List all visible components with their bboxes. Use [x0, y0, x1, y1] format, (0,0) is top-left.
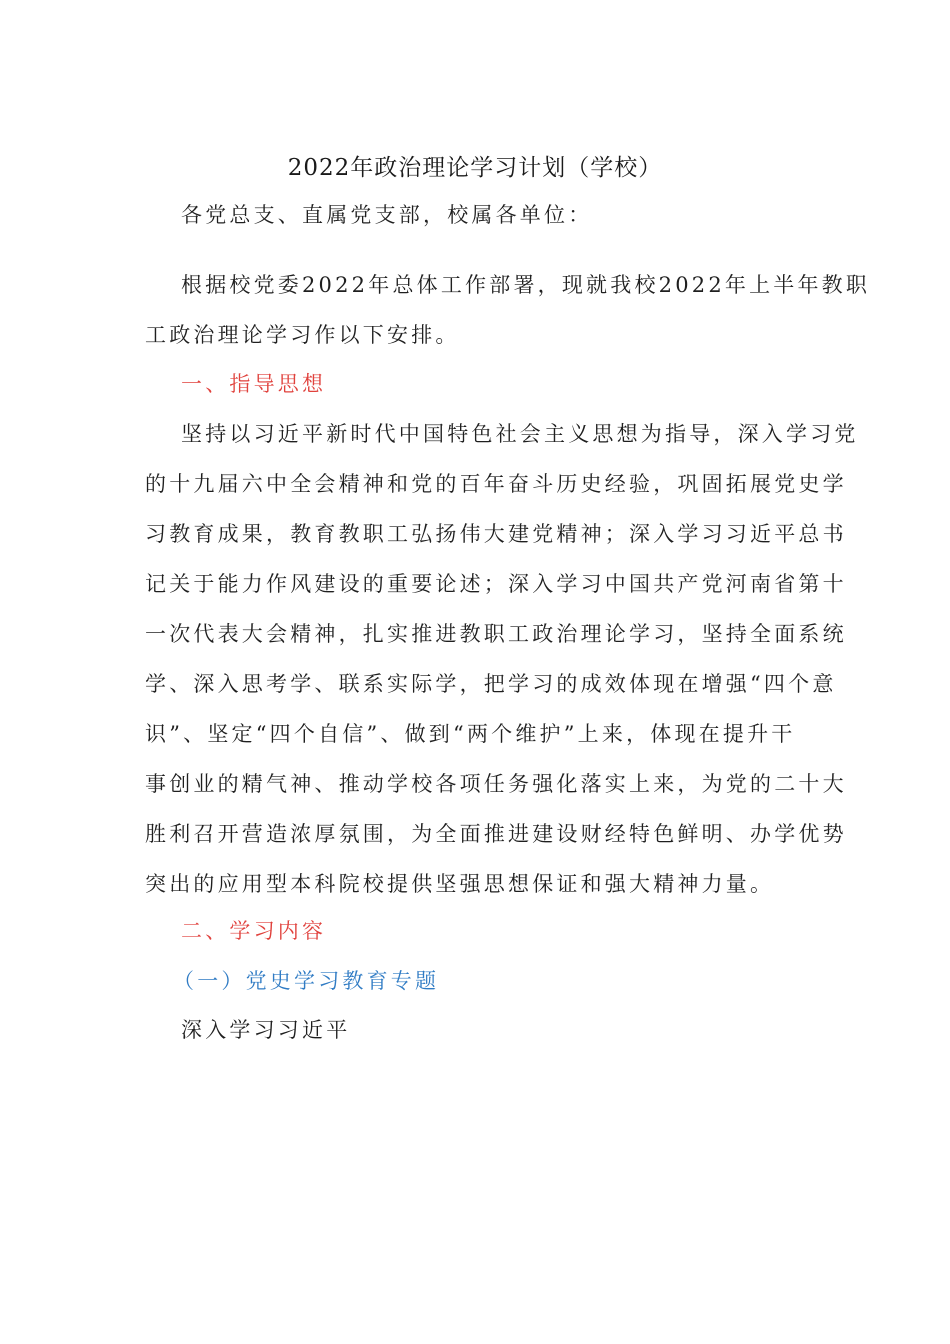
body-line: 习教育成果，教育教职工弘扬伟大建党精神；深入学习习近平总书	[145, 522, 847, 546]
body-line: 学、深入思考学、联系实际学，把学习的成效体现在增强“四个意	[145, 672, 837, 696]
body-line: 记关于能力作风建设的重要论述；深入学习中国共产党河南省第十	[145, 572, 847, 596]
body-line: 胜利召开营造浓厚氛围，为全面推进建设财经特色鲜明、办学优势	[145, 822, 847, 846]
intro-line: 根据校党委2022年总体工作部署，现就我校2022年上半年教职	[181, 273, 871, 297]
body-line: 一次代表大会精神，扎实推进教职工政治理论学习，坚持全面系统	[145, 622, 847, 646]
section-heading-study-content: 二、学习内容	[181, 919, 327, 943]
body-line: 事创业的精气神、推动学校各项任务强化落实上来，为党的二十大	[145, 772, 847, 796]
body-line: 识”、坚定“四个自信”、做到“两个维护”上来，体现在提升干	[145, 722, 796, 746]
guiding-ideology-paragraph	[145, 409, 859, 909]
body-line: 突出的应用型本科院校提供坚强思想保证和强大精神力量。	[145, 872, 775, 896]
subsection-body: 深入学习习近平	[181, 1018, 351, 1042]
body-line: 的十九届六中全会精神和党的百年奋斗历史经验，巩固拓展党史学	[145, 472, 847, 496]
salutation: 各党总支、直属党支部，校属各单位：	[181, 203, 593, 227]
body-line: 坚持以习近平新时代中国特色社会主义思想为指导，深入学习党	[181, 422, 859, 446]
intro-paragraph	[145, 260, 871, 360]
section-heading-guiding-ideology: 一、指导思想	[181, 372, 327, 396]
intro-line: 工政治理论学习作以下安排。	[145, 323, 460, 347]
subsection-heading-party-history: （一）党史学习教育专题	[173, 969, 440, 993]
document-title: 2022年政治理论学习计划（学校）	[287, 155, 663, 181]
